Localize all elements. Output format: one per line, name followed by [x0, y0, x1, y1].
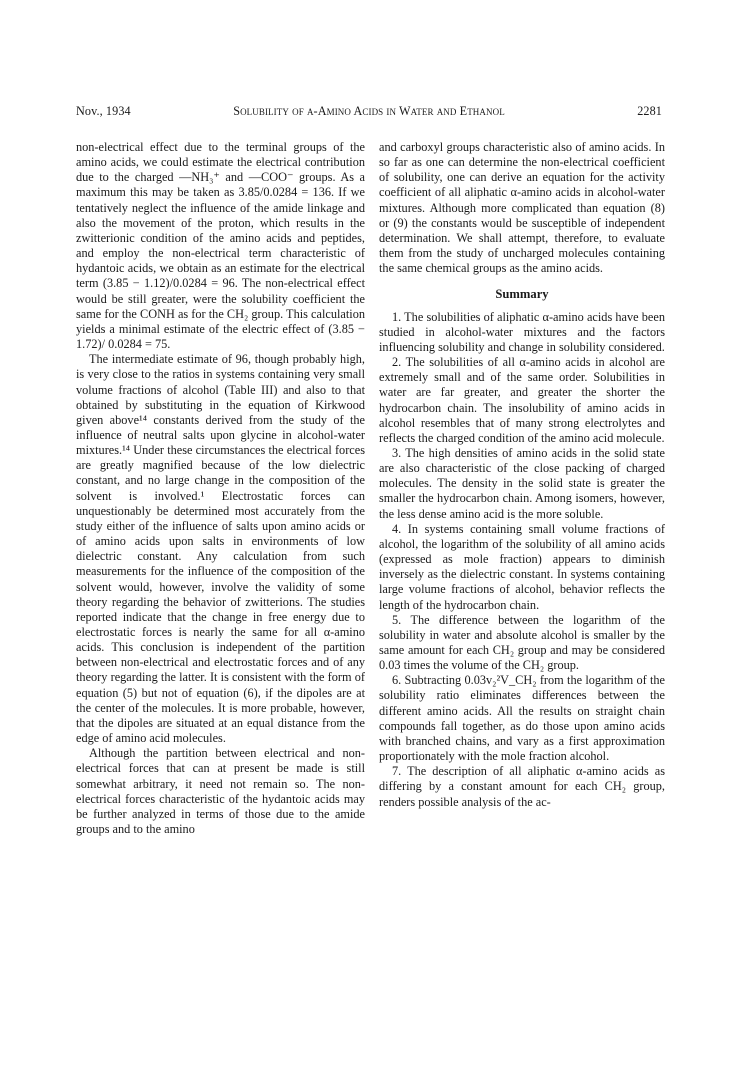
header-date: Nov., 1934	[76, 104, 131, 118]
running-header	[76, 104, 662, 122]
right-column	[379, 140, 665, 810]
summary-item: 5. The difference between the logarithm of the solubility in water and absolute alcohol is smaller by the same amount for each CH₂ group and may be considered 0.03 times the volume of the CH₂ group.	[379, 612, 665, 673]
page-number: 2281	[637, 104, 662, 118]
summary-item: 6. Subtracting 0.03v₂²V_CH₂ from the logarithm of the solubility ratio eliminates differences between the different amino acids. All the results on straight chain compounds fall together, as do those upon amino acids with branched chains, and vary as a first approximation proportionately with the mole fraction alcohol.	[379, 673, 665, 764]
paragraph: non-electrical effect due to the terminal groups of the amino acids, we could estimate the electrical contribution due to the charged —NH₃⁺ and —COO⁻ groups. As a maximum this may be taken as 3.85/0.0284 = 136. If we tentatively neglect the influence of the amide linkage and also the movement of the proton, which results in the zwitterionic condition of the amino acids and peptides, and employ the non-electrical term characteristic of hydantoic acids, we obtain as an estimate for the electrical term (3.85 − 1.12)/0.0284 = 96. The non-electrical effect would be still greater, were the solubility coefficient the same for the CONH as for the CH₂ group. This calculation yields a minimal estimate of the electric effect of (3.85 − 1.72)/ 0.0284 = 75.	[76, 140, 365, 352]
header-title: Solubility of α-Amino Acids in Water and Ethanol	[233, 104, 505, 118]
summary-item: 7. The description of all aliphatic α-amino acids as differing by a constant amount for each CH₂ group, renders possible analysis of the ac-	[379, 764, 665, 809]
paragraph: and carboxyl groups characteristic also of amino acids. In so far as one can determine the non-electrical coefficient of solubility, one can derive an equation for the activity coefficient of all aliphatic α-amino acids in alcohol-water mixtures. Although more complicated than equation (8) or (9) the constants would be susceptible of independent determination. We shall attempt, therefore, to evaluate them from the study of uncharged molecules containing the same chemical groups as the amino acids.	[379, 140, 665, 276]
summary-item: 2. The solubilities of all α-amino acids in alcohol are extremely small and of the same order. Solubilities in water are far greater, and greater the shorter the hydrocarbon chain. The insolubility of amino acids in alcohol resembles that of many strong electrolytes and reflects the charged condition of the amino acid molecule.	[379, 355, 665, 445]
summary-heading: Summary	[495, 287, 549, 302]
summary-item: 3. The high densities of amino acids in the solid state are also characteristic of the close packing of charged molecules. The density in the solid state is greater the smaller the hydrocarbon chain. Among isomers, however, the less dense amino acid is the more soluble.	[379, 445, 665, 521]
summary-item: 1. The solubilities of aliphatic α-amino acids have been studied in alcohol-water mixtures and the factors influencing solubility and change in solubility considered.	[379, 309, 665, 354]
paragraph: Although the partition between electrical and non-electrical forces that can at present be made is still somewhat arbitrary, it need not remain so. The non-electrical forces characteristic of the hydantoic acids may be further analyzed in terms of those due to the amide groups and to the amino	[76, 746, 365, 837]
left-column	[76, 140, 365, 837]
paragraph: The intermediate estimate of 96, though probably high, is very close to the ratios in systems containing very small volume fractions of alcohol (Table III) and also to that obtained by substituting in the equation of Kirkwood given above¹⁴ constants derived from the study of the influence of neutral salts upon glycine in alcohol-water mixtures.¹⁴ Under these circumstances the electrical forces are greatly magnified because of the low dielectric constant, and no large change in the composition of the solvent is involved.¹ Electrostatic forces can unquestionably be determined most accurately from the study either of the influence of salts upon amino acids or of amino acids upon salts in environments of low dielectric constant. Any calculation from such measurements for the influence of the composition of the solvent would, however, involve the validity of some theory regarding the behavior of zwitterions. The studies reported indicate that the change in free energy due to electrostatic forces is nearly the same for all α-amino acids. This conclusion is independent of the partition between non-electrical and electrostatic forces and of any theory regarding the latter. It is consistent with the form of equation (5) but not of equation (6), if the dipoles are at the center of the molecules. It is more probable, however, that the dipoles are situated at an equal distance from the edge of amino acid molecules.	[76, 352, 365, 746]
summary-item: 4. In systems containing small volume fractions of alcohol, the logarithm of the solubility of all amino acids (expressed as mole fraction) appears to diminish inversely as the dielectric constant. In systems containing large volume fractions of alcohol, behavior reflects the length of the hydrocarbon chain.	[379, 521, 665, 612]
